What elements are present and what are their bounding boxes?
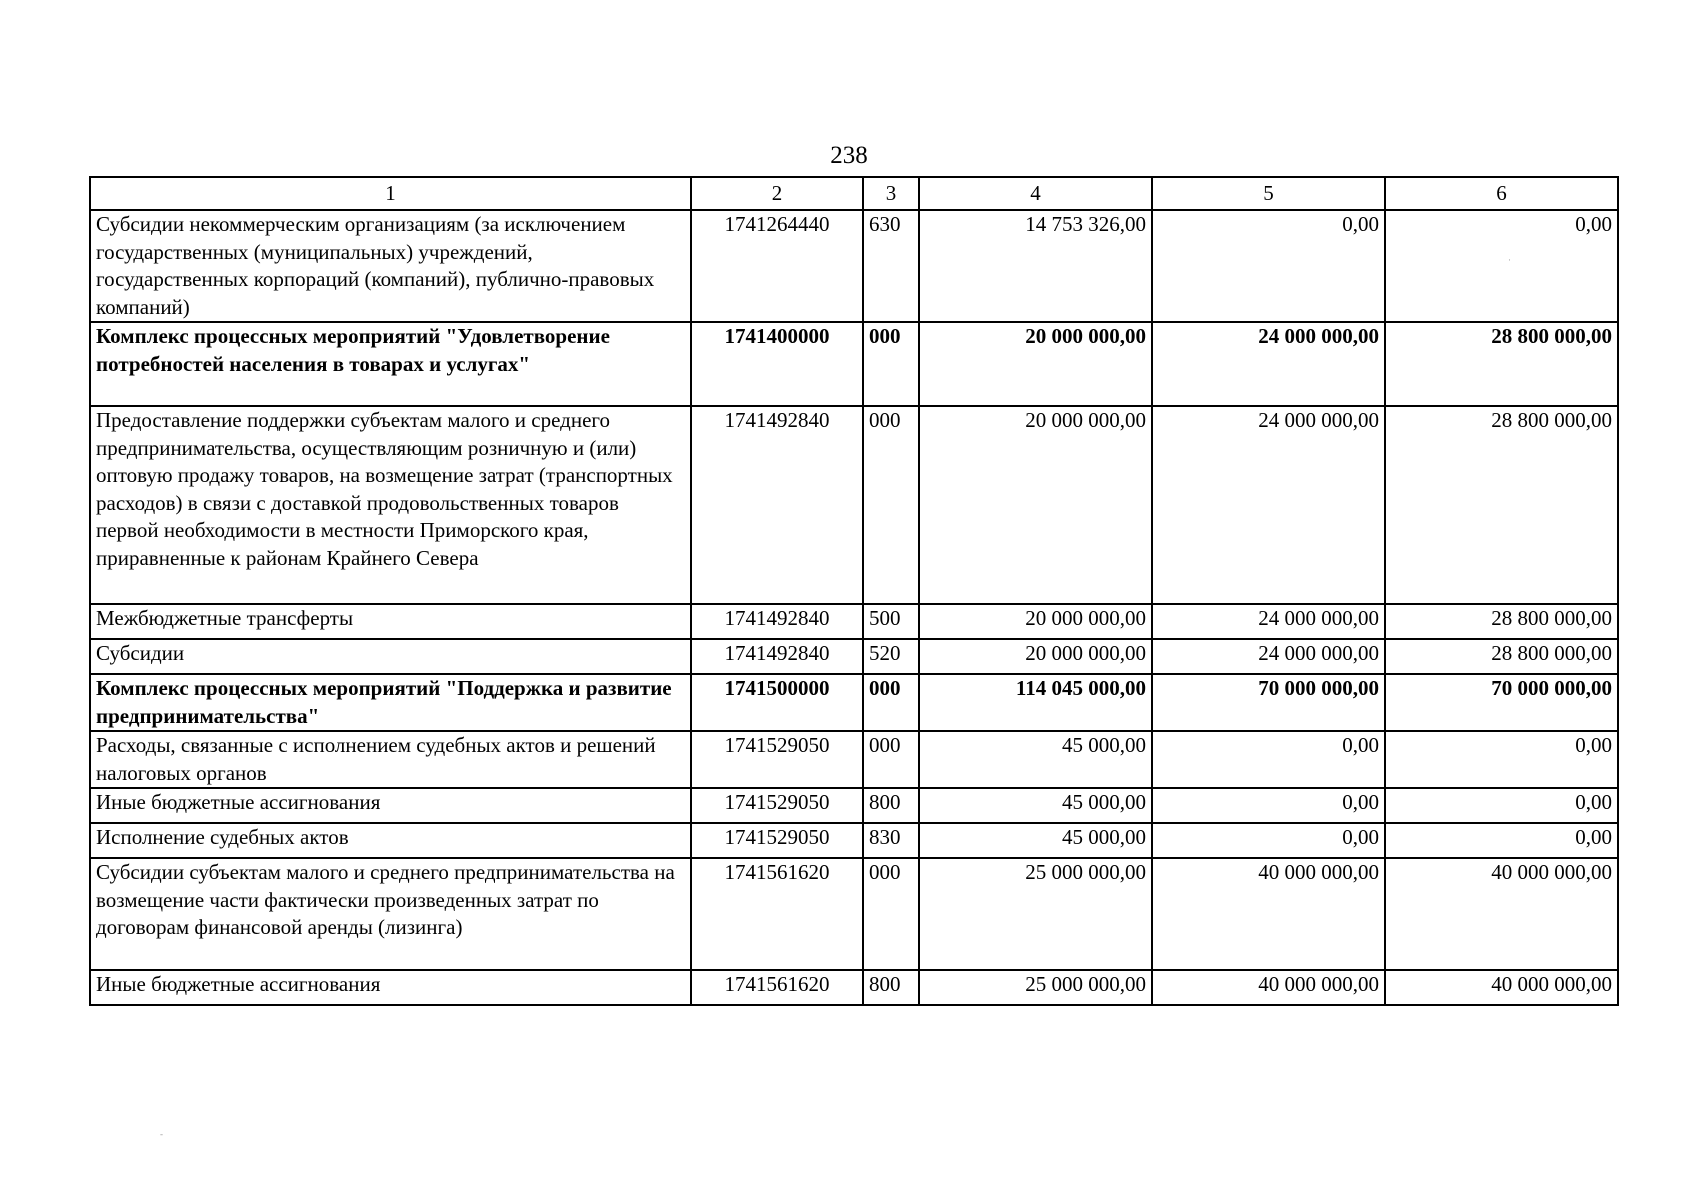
column-header-2: 2 (691, 177, 863, 210)
row-name-cell: Межбюджетные трансферты (90, 604, 691, 639)
row-value-col6-cell: 0,00 (1385, 823, 1618, 858)
header-row (90, 177, 1618, 210)
page-number: 238 (830, 142, 868, 169)
row-code-cell: 1741492840 (691, 639, 863, 674)
row-value-col6-cell: 40 000 000,00 (1385, 858, 1618, 970)
row-expense-type-cell: 520 (863, 639, 919, 674)
table-row (90, 858, 1618, 970)
row-value-col6-cell: 28 800 000,00 (1385, 406, 1618, 604)
row-value-col6-cell: 0,00 (1385, 788, 1618, 823)
row-value-col5-cell: 40 000 000,00 (1152, 858, 1385, 970)
row-expense-type-cell: 800 (863, 970, 919, 1005)
row-value-col4-cell: 45 000,00 (919, 731, 1152, 788)
row-expense-type-cell: 800 (863, 788, 919, 823)
row-expense-type-cell: 000 (863, 406, 919, 604)
column-header-1: 1 (90, 177, 691, 210)
budget-table (89, 176, 1619, 1006)
column-header-6: 6 (1385, 177, 1618, 210)
row-name-cell: Комплекс процессных мероприятий "Удовлетворение потребностей населения в товарах и услугах" (90, 322, 691, 406)
row-value-col5-cell: 0,00 (1152, 731, 1385, 788)
table-row (90, 210, 1618, 322)
row-code-cell: 1741529050 (691, 788, 863, 823)
row-code-cell: 1741529050 (691, 823, 863, 858)
row-expense-type-cell: 000 (863, 858, 919, 970)
row-value-col6-cell: 40 000 000,00 (1385, 970, 1618, 1005)
row-expense-type-cell: 630 (863, 210, 919, 322)
table-row (90, 674, 1618, 731)
row-value-col4-cell: 45 000,00 (919, 823, 1152, 858)
table-row (90, 639, 1618, 674)
row-name-cell: Предоставление поддержки субъектам малого и среднего предпринимательства, осуществляющим розничную и (или) оптовую продажу товаров, на возмещение затрат (транспортных расходов) в связи с доставкой продовольственных товаров первой необходимости в местности Приморского края, приравненные к районам Крайнего Севера (90, 406, 691, 604)
row-code-cell: 1741561620 (691, 858, 863, 970)
scan-speck: · (1508, 255, 1511, 265)
row-expense-type-cell: 000 (863, 731, 919, 788)
row-name-cell: Исполнение судебных актов (90, 823, 691, 858)
row-value-col4-cell: 20 000 000,00 (919, 322, 1152, 406)
column-header-5: 5 (1152, 177, 1385, 210)
row-name-cell: Субсидии субъектам малого и среднего предпринимательства на возмещение части фактически произведенных затрат по договорам финансовой аренды (лизинга) (90, 858, 691, 970)
row-value-col5-cell: 0,00 (1152, 210, 1385, 322)
row-name-cell: Иные бюджетные ассигнования (90, 788, 691, 823)
table-row (90, 970, 1618, 1005)
row-expense-type-cell: 500 (863, 604, 919, 639)
scan-speck: - (160, 1129, 163, 1139)
table-row (90, 604, 1618, 639)
row-expense-type-cell: 830 (863, 823, 919, 858)
row-value-col4-cell: 20 000 000,00 (919, 639, 1152, 674)
table-body (90, 210, 1618, 1005)
row-expense-type-cell: 000 (863, 322, 919, 406)
row-code-cell: 1741492840 (691, 604, 863, 639)
row-value-col5-cell: 24 000 000,00 (1152, 639, 1385, 674)
row-value-col4-cell: 25 000 000,00 (919, 858, 1152, 970)
row-value-col4-cell: 25 000 000,00 (919, 970, 1152, 1005)
table-row (90, 731, 1618, 788)
row-value-col6-cell: 28 800 000,00 (1385, 639, 1618, 674)
row-code-cell: 1741529050 (691, 731, 863, 788)
row-value-col5-cell: 40 000 000,00 (1152, 970, 1385, 1005)
row-value-col5-cell: 0,00 (1152, 788, 1385, 823)
row-name-cell: Комплекс процессных мероприятий "Поддержка и развитие предпринимательства" (90, 674, 691, 731)
table-row (90, 322, 1618, 406)
table-row (90, 823, 1618, 858)
row-value-col4-cell: 45 000,00 (919, 788, 1152, 823)
row-code-cell: 1741561620 (691, 970, 863, 1005)
row-code-cell: 1741492840 (691, 406, 863, 604)
row-value-col4-cell: 20 000 000,00 (919, 406, 1152, 604)
column-header-4: 4 (919, 177, 1152, 210)
row-name-cell: Субсидии некоммерческим организациям (за исключением государственных (муниципальных) учреждений, государственных корпораций (компаний), публично-правовых компаний) (90, 210, 691, 322)
row-value-col5-cell: 0,00 (1152, 823, 1385, 858)
table-row (90, 406, 1618, 604)
row-value-col6-cell: 0,00 (1385, 210, 1618, 322)
row-code-cell: 1741264440 (691, 210, 863, 322)
row-value-col5-cell: 24 000 000,00 (1152, 322, 1385, 406)
row-value-col4-cell: 20 000 000,00 (919, 604, 1152, 639)
row-value-col6-cell: 70 000 000,00 (1385, 674, 1618, 731)
row-name-cell: Субсидии (90, 639, 691, 674)
row-value-col5-cell: 24 000 000,00 (1152, 604, 1385, 639)
row-value-col6-cell: 28 800 000,00 (1385, 322, 1618, 406)
row-value-col4-cell: 114 045 000,00 (919, 674, 1152, 731)
row-value-col5-cell: 70 000 000,00 (1152, 674, 1385, 731)
row-code-cell: 1741500000 (691, 674, 863, 731)
row-value-col5-cell: 24 000 000,00 (1152, 406, 1385, 604)
table-row (90, 788, 1618, 823)
row-name-cell: Иные бюджетные ассигнования (90, 970, 691, 1005)
row-value-col6-cell: 28 800 000,00 (1385, 604, 1618, 639)
column-header-3: 3 (863, 177, 919, 210)
row-name-cell: Расходы, связанные с исполнением судебных актов и решений налоговых органов (90, 731, 691, 788)
row-code-cell: 1741400000 (691, 322, 863, 406)
row-expense-type-cell: 000 (863, 674, 919, 731)
row-value-col6-cell: 0,00 (1385, 731, 1618, 788)
row-value-col4-cell: 14 753 326,00 (919, 210, 1152, 322)
